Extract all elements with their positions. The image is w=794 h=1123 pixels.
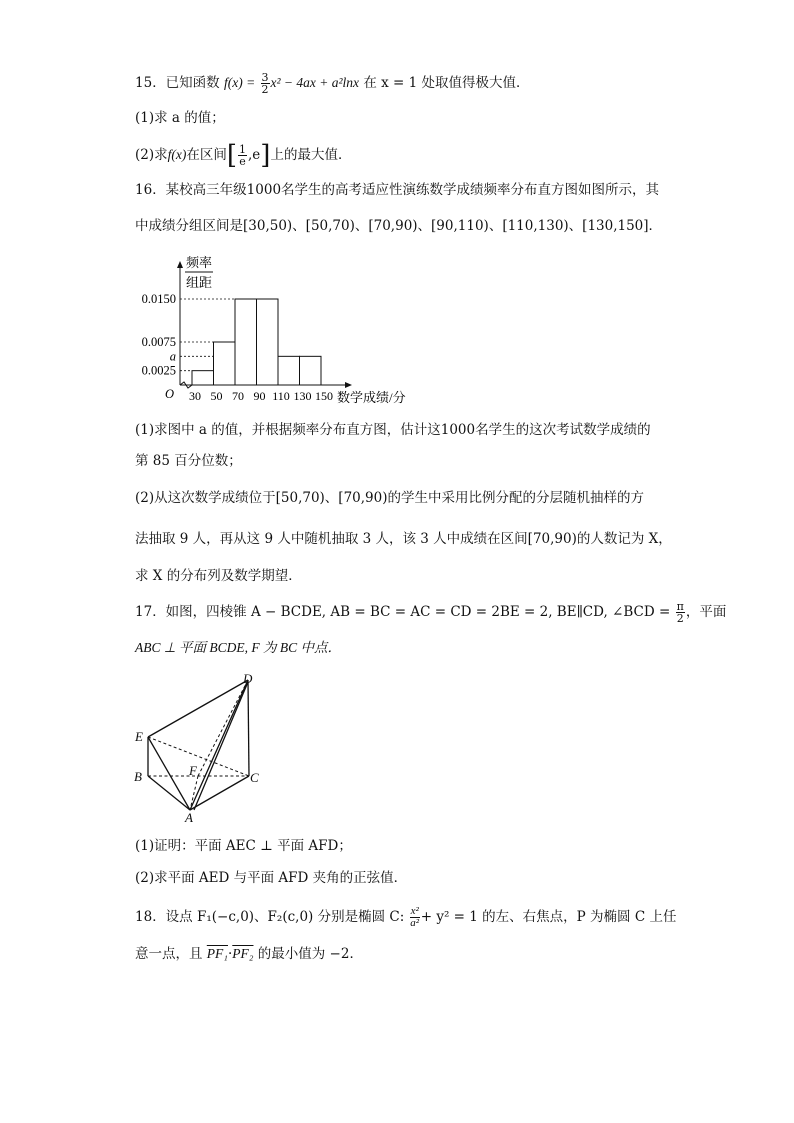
edge-AD-2 xyxy=(194,682,248,810)
q15-part2-c: 上的最大值． xyxy=(270,147,352,163)
q18-text2a: 意一点，且 xyxy=(135,946,203,962)
y-tick-label: 0.0075 xyxy=(141,335,176,349)
q17-text1b: ，平面 xyxy=(685,604,727,620)
q18-text1b: + y² = 1 的左、右焦点，P 为椭圆 C 上任 xyxy=(420,909,677,925)
edge-EC-hidden xyxy=(148,737,249,776)
q17-part1: (1)证明：平面 AEC ⊥ 平面 AFD； xyxy=(135,838,352,854)
q15-interval-den: e xyxy=(239,155,246,168)
label-B: B xyxy=(134,769,142,784)
q18-ell-num: x² xyxy=(410,905,419,917)
q15-number: 15 xyxy=(135,75,153,91)
q16-part1-line2: 第 85 百分位数； xyxy=(135,453,242,469)
x-axis-label: 数学成绩/分 xyxy=(337,390,406,405)
label-F: F xyxy=(189,763,197,778)
q15-part1: (1)求 a 的值； xyxy=(135,110,225,126)
q17-angle-fraction xyxy=(676,601,685,624)
q16-number: 16 xyxy=(135,182,153,198)
pyramid-figure xyxy=(128,672,288,822)
histogram-bar xyxy=(235,299,257,385)
label-D: D xyxy=(243,672,253,686)
label-A: A xyxy=(185,810,193,822)
q15-function: f(x) = xyxy=(223,75,256,90)
q15-interval-fraction xyxy=(238,144,247,167)
x-tick-label: 90 xyxy=(253,389,266,403)
y-tick-label: 0.0025 xyxy=(141,363,176,378)
q18-line2 xyxy=(135,944,363,964)
q15-part2 xyxy=(135,140,352,171)
left-bracket-icon: [ xyxy=(226,140,238,171)
histogram-bar xyxy=(278,356,300,385)
q15-interval-right: ,e xyxy=(248,147,261,163)
x-tick-label: 50 xyxy=(210,389,223,403)
q15-coef-den: 2 xyxy=(261,83,269,96)
q17-angle-num: π xyxy=(676,600,684,613)
q16-line2: 中成绩分组区间是[30,50)、[50,70)、[70,90)、[90,110)、[110,130)、[130,150]． xyxy=(135,218,663,234)
q18-number: 18 xyxy=(135,909,153,925)
q18-ellipse-fraction xyxy=(410,906,420,929)
q17-line1 xyxy=(135,601,726,624)
y-tick-label: a xyxy=(169,349,176,364)
q15-interval-num: 1 xyxy=(239,143,247,156)
histogram-bar xyxy=(192,371,214,385)
q17-line2: ABC ⊥ 平面 BCDE, F 为 BC 中点． xyxy=(135,640,342,655)
histogram-plot xyxy=(142,255,406,405)
origin-label: O xyxy=(165,387,175,401)
edge-AD-1 xyxy=(190,680,248,810)
q15-coefficient xyxy=(261,72,270,95)
edge-ED xyxy=(148,680,248,737)
q18-line1 xyxy=(135,906,676,929)
x-tick-label: 70 xyxy=(232,389,244,403)
y-tick-label: 0.0150 xyxy=(141,292,176,306)
edge-EA xyxy=(148,737,190,810)
label-E: E xyxy=(135,729,143,744)
vector-PF1: PF₁ xyxy=(206,946,228,961)
dot-operator: · xyxy=(227,946,233,962)
q16-text1: ．某校高三年级1000名学生的高考适应性演练数学成绩频率分布直方图如图所示，其 xyxy=(152,182,660,198)
q17-number: 17 xyxy=(135,604,153,620)
histogram-bar xyxy=(214,342,236,385)
histogram-bar xyxy=(257,299,279,385)
q16-part2-line1: (2)从这次数学成绩位于[50,70)、[70,90)的学生中采用比例分配的分层随机抽样的方 xyxy=(135,490,644,506)
q15-part2-b: 在区间 xyxy=(186,147,227,163)
edge-DC xyxy=(248,680,249,776)
q15-condition: 在 x = 1 处取值得极大值． xyxy=(363,75,530,91)
x-tick-label: 130 xyxy=(293,389,312,403)
right-bracket-icon: ] xyxy=(260,140,271,171)
q16-part1-line1: (1)求图中 a 的值，并根据频率分布直方图，估计这1000名学生的这次考试数学成绩的 xyxy=(135,422,651,438)
x-axis-arrow-icon xyxy=(345,382,352,388)
y-label-bottom: 组距 xyxy=(186,275,213,290)
q15-line1 xyxy=(135,72,530,95)
histogram-bar xyxy=(300,356,322,385)
q17-angle-den: 2 xyxy=(676,612,684,625)
frequency-histogram xyxy=(0,250,794,410)
q18-text2b: 的最小值为 −2． xyxy=(257,946,363,962)
x-tick-label: 110 xyxy=(272,389,290,403)
q15-intro: ．已知函数 xyxy=(152,75,220,91)
x-tick-label: 150 xyxy=(315,389,333,403)
vector-PF2: PF₂ xyxy=(232,946,254,961)
q18-ell-den: a² xyxy=(410,917,420,929)
y-label-top: 频率 xyxy=(186,255,213,270)
q15-part2-a: (2)求 xyxy=(135,147,168,163)
q17-text1: ．如图，四棱锥 A − BCDE, AB = BC = AC = CD = 2BE = 2, BE∥CD, ∠BCD = xyxy=(152,604,671,620)
q16-line1 xyxy=(135,180,659,200)
q15-coef-num: 3 xyxy=(261,71,269,84)
edge-AC xyxy=(190,776,249,810)
q15-part2-func: f(x) xyxy=(167,147,187,162)
y-axis-arrow-icon xyxy=(177,261,183,268)
label-C: C xyxy=(250,770,259,785)
q15-expression: x² − 4ax + a²lnx xyxy=(270,75,360,90)
edge-BA xyxy=(148,776,190,810)
q18-text1: ．设点 F₁(−c,0)、F₂(c,0) 分别是椭圆 C: xyxy=(152,909,405,925)
q16-part2-line2: 法抽取 9 人，再从这 9 人中随机抽取 3 人，该 3 人中成绩在区间[70,90)的人数记为 X， xyxy=(135,531,672,547)
q16-part2-line3: 求 X 的分布列及数学期望． xyxy=(135,568,302,584)
q17-part2: (2)求平面 AED 与平面 AFD 夹角的正弦值． xyxy=(135,870,408,886)
x-tick-label: 30 xyxy=(189,389,201,403)
